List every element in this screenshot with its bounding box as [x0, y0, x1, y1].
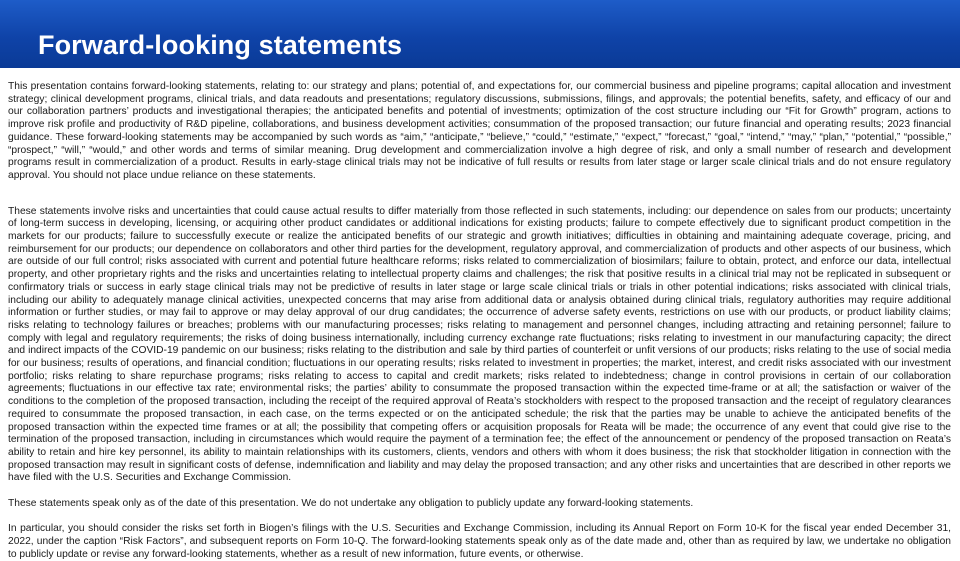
- disclaimer-body: [8, 81, 951, 561]
- paragraph-filings: In particular, you should consider the risks set forth in Biogen’s filings with the U.S. Securities and Exchange Commission, including its Annual Report on Form 10-K for the fiscal year ended December 31, 2022, under the caption “Risk Factors”, and subsequent reports on Form 10-Q. The forward-looking statements speak only as of the date made and, other than as required by law, we undertake no obligation to publicly update or revise any forward-looking statements, whether as a result of new information, future events, or otherwise.: [8, 523, 951, 560]
- title-bar: [0, 0, 960, 68]
- paragraph-risks: These statements involve risks and uncertainties that could cause actual results to differ materially from those reflected in such statements, including: our dependence on sales from our products; uncertainty of long-term success in developing, licensing, or acquiring other product candidates or additional indications for existing products; failure to compete effectively due to significant product competition in the markets for our products; failure to successfully execute or realize the anticipated benefits of our strategic and growth initiatives; difficulties in obtaining and maintaining adequate coverage, pricing, and reimbursement for our products; our dependence on collaborators and other third parties for the development, regulatory approval, and commercialization of products and other aspects of our business, which are outside of our full control; risks associated with current and potential future healthcare reforms; risks related to commercialization of biosimilars; failure to obtain, protect, and enforce our data, intellectual property, and other proprietary rights and the risks and uncertainties relating to intellectual property claims and challenges; the risk that positive results in a clinical trial may not be replicated in subsequent or confirmatory trials or success in early stage clinical trials may not be predictive of results in later stage or large scale clinical trials or trials in other potential indications; risks associated with clinical trials, including our ability to adequately manage clinical activities, unexpected concerns that may arise from additional data or analysis obtained during clinical trials, regulatory authorities may require additional information or further studies, or may fail to approve or may delay approval of our drug candidates; the occurrence of adverse safety events, restrictions on use with our products, or product liability claims; risks relating to technology failures or breaches; problems with our manufacturing processes; risks relating to management and personnel changes, including attracting and retaining personnel; failure to comply with legal and regulatory requirements; the risks of doing business internationally, including currency exchange rate fluctuations; risks relating to investment in our manufacturing capacity; the direct and indirect impacts of the COVID-19 pandemic on our business; risks relating to the distribution and sale by third parties of counterfeit or unfit versions of our products; risks relating to the use of social media for our business; results of operations, and financial condition; fluctuations in our operating results; risks related to investment in properties; the market, interest, and credit risks associated with our investment portfolio; risks relating to share repurchase programs; risks relating to access to capital and credit markets; risks related to indebtedness; change in control provisions in certain of our collaboration agreements; fluctuations in our effective tax rate; environmental risks; the parties’ ability to consummate the proposed transaction within the expected time-frame or at all; the satisfaction or waiver of the conditions to the completion of the proposed transaction, including the receipt of the required approval of Reata’s stockholders with respect to the proposed transaction and the receipt of regulatory clearances required to consummate the proposed transaction, in each case, on the terms expected or on the anticipated schedule; the risk that the parties may be unable to achieve the anticipated benefits of the proposed transaction within the expected time frames or at all; the possibility that competing offers or acquisition proposals for Reata will be made; the occurrence of any event that could give rise to the termination of the proposed transaction, including in circumstances which would require the payment of a termination fee; the effect of the announcement or pendency of the proposed transaction on Reata’s ability to retain and hire key personnel, its ability to maintain relationships with its customers, clients, vendors and others with whom it does business; the risk that stockholder litigation in connection with the proposed transaction may result in significant costs of defense, indemnification and liability and may delay the proposed transaction; and any other risks and uncertainties that are described in other reports we have filed with the U.S. Securities and Exchange Commission.: [8, 205, 951, 484]
- page-title: Forward-looking statements: [38, 30, 403, 60]
- paragraph-date: These statements speak only as of the date of this presentation. We do not undertake any obligation to publicly update any forward-looking statements.: [8, 497, 694, 509]
- paragraph-intro: This presentation contains forward-looking statements, relating to: our strategy and plans; potential of, and expectations for, our commercial business and pipeline programs; capital allocation and investment strategy; clinical development programs, clinical trials, and data readouts and presentations; regulatory discussions, submissions, filings, and approvals; the potential benefits, safety, and efficacy of our and our collaboration partners’ products and investigational therapies; the anticipated benefits and potential of investments; optimization of the cost structure including our “Fit for Growth” program, actions to improve risk profile and productivity of R&D pipeline, collaborations, and business development activities; consummation of the proposed transaction; our future financial and operating results; 2023 financial guidance. These forward-looking statements may be accompanied by such words as “aim,” “anticipate,” “believe,” “could,” “estimate,” “expect,” “forecast,” “goal,” “intend,” “may,” “plan,” “potential,” “possible,” “prospect,” “will,” “would,” and other words and terms of similar meaning. Drug development and commercialization involve a high degree of risk, and only a small number of research and development programs result in commercialization of a product. Results in early-stage clinical trials may not be indicative of full results or results from later stage or larger scale clinical trials and do not ensure regulatory approval. You should not place undue reliance on these statements.: [8, 81, 951, 181]
